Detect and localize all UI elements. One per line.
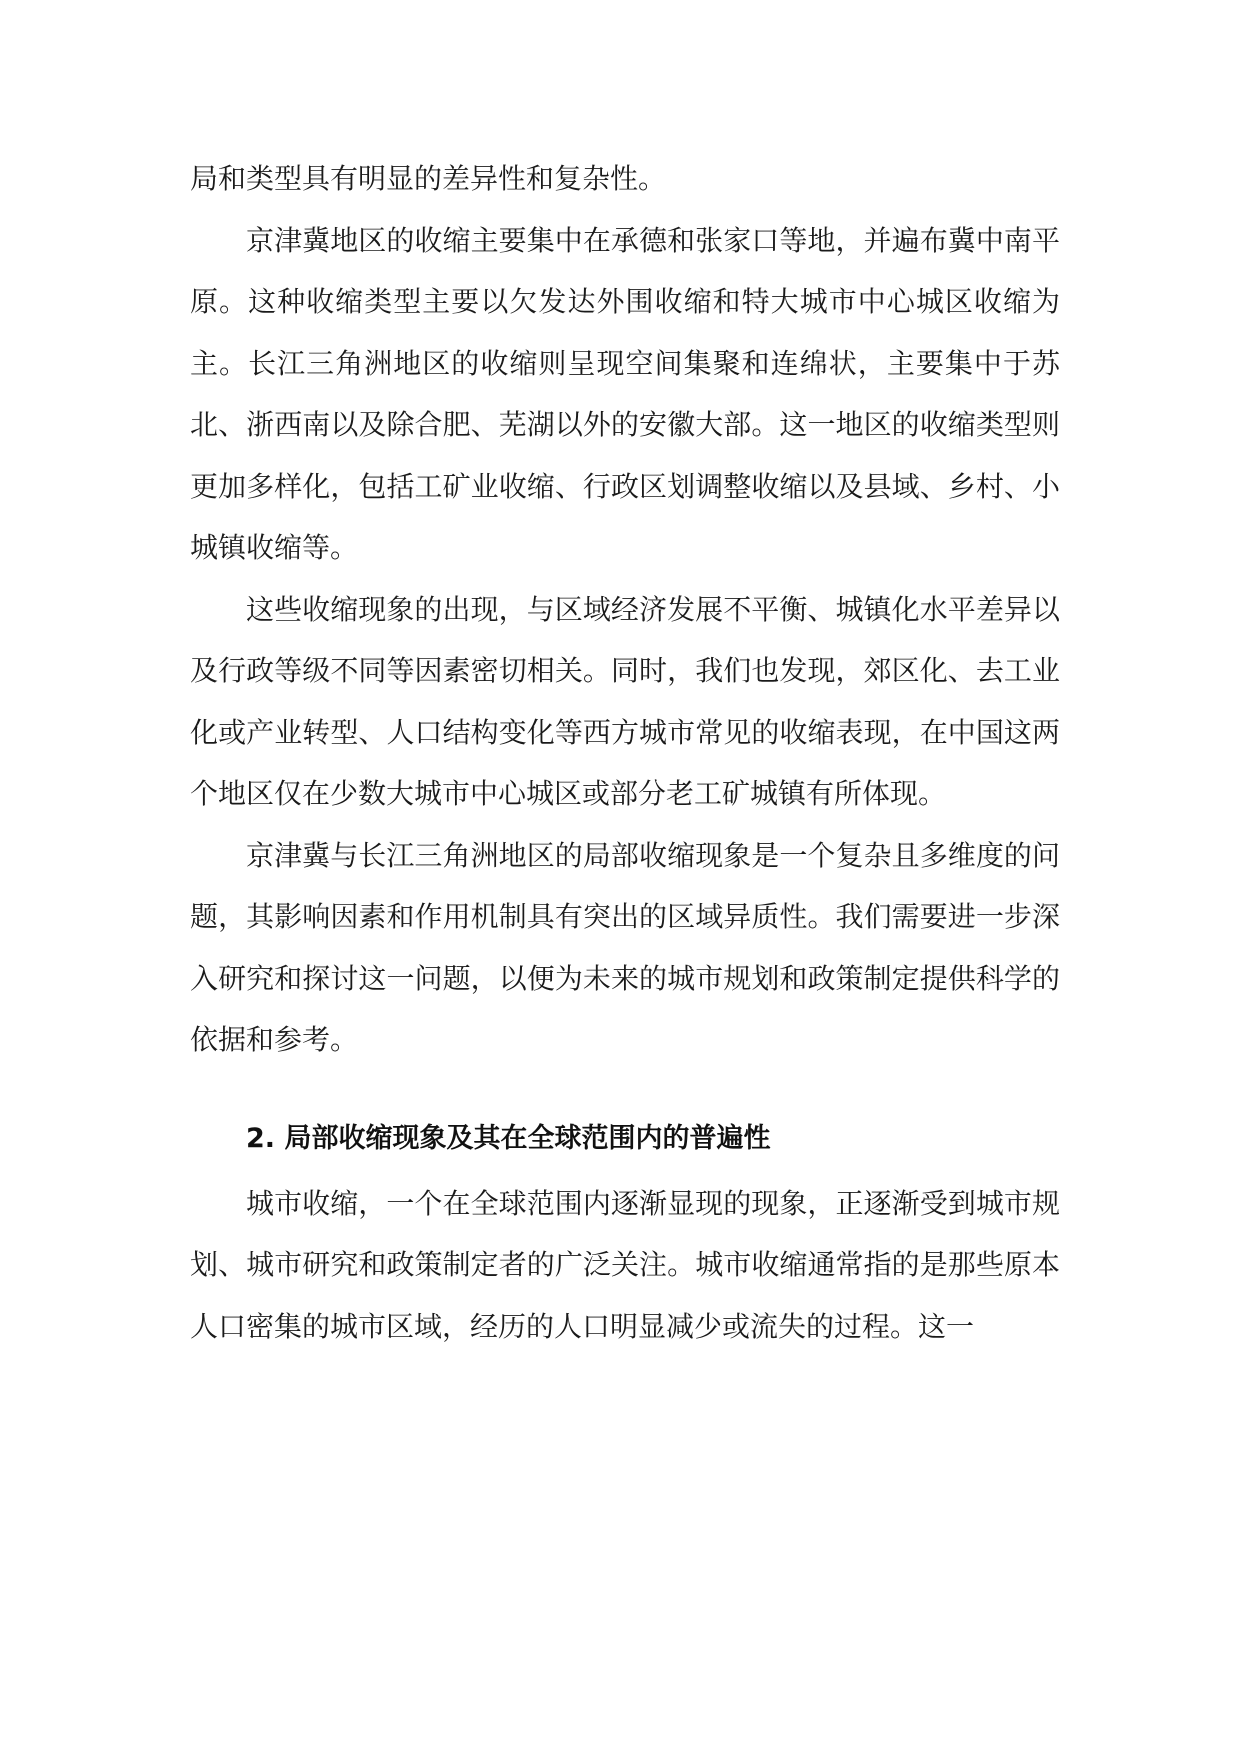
section-gap bbox=[190, 1071, 1060, 1104]
paragraph-4: 京津冀与长江三角洲地区的局部收缩现象是一个复杂且多维度的问题，其影响因素和作用机制具有突出的区域异质性。我们需要进一步深入研究和探讨这一问题，以便为未来的城市规划和政策制定提供科学的依据和参考。 bbox=[190, 838, 1060, 1056]
body-text bbox=[190, 148, 1060, 1357]
paragraph-1: 局和类型具有明显的差异性和复杂性。 bbox=[190, 162, 667, 195]
paragraph-2: 京津冀地区的收缩主要集中在承德和张家口等地，并遍布冀中南平原。这种收缩类型主要以欠发达外围收缩和特大城市中心城区收缩为主。长江三角洲地区的收缩则呈现空间集聚和连绵状，主要集中于苏北、浙西南以及除合肥、芜湖以外的安徽大部。这一地区的收缩类型则更加多样化，包括工矿业收缩、行政区划调整收缩以及县域、乡村、小城镇收缩等。 bbox=[190, 223, 1060, 564]
paragraph-3: 这些收缩现象的出现，与区域经济发展不平衡、城镇化水平差异以及行政等级不同等因素密切相关。同时，我们也发现，郊区化、去工业化或产业转型、人口结构变化等西方城市常见的收缩表现，在中国这两个地区仅在少数大城市中心城区或部分老工矿城镇有所体现。 bbox=[190, 592, 1060, 810]
section-heading: 2. 局部收缩现象及其在全球范围内的普遍性 bbox=[246, 1122, 771, 1154]
paragraph-5: 城市收缩，一个在全球范围内逐渐显现的现象，正逐渐受到城市规划、城市研究和政策制定者的广泛关注。城市收缩通常指的是那些原本人口密集的城市区域，经历的人口明显减少或流失的过程。这一 bbox=[190, 1186, 1060, 1343]
